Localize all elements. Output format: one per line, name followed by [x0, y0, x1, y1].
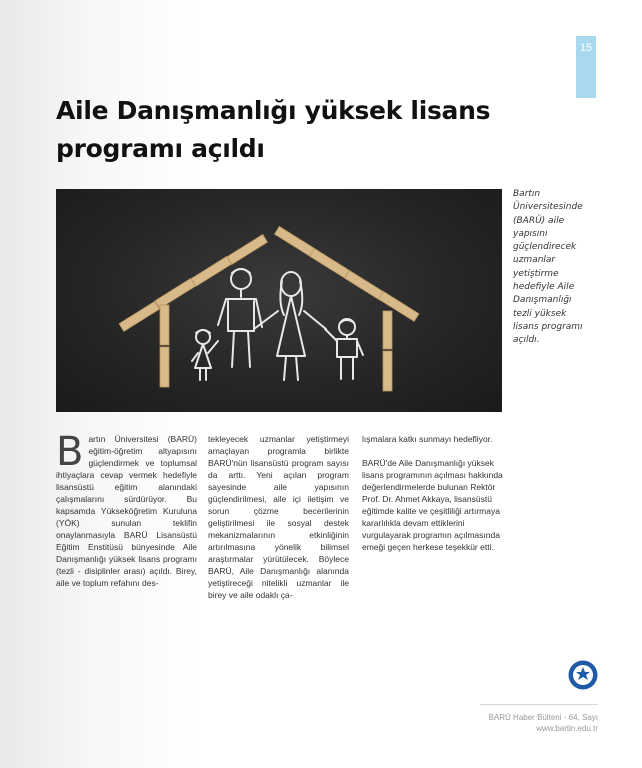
article-col3-para2: BARÜ'de Aile Danışmanlığı yüksek lisans programının açılması hakkında değerlendirmelerde bulunan Rektör Prof. Dr. Ahmet Akkaya, lisansüstü eğitimde kalite ve çeşitliliği artırmaya kararlılıkla devam ettiklerini vurgulayarak programın açılmasında emeği geçen herkese teşekkür etti.: [362, 458, 503, 552]
chalk-figures: [192, 269, 363, 380]
wooden-house-frame: [119, 226, 419, 391]
chalk-family-illustration: [56, 189, 502, 412]
footer-website[interactable]: www.bartin.edu.tr: [536, 724, 598, 733]
drop-cap: B: [56, 429, 84, 475]
family-chalk-photo: [56, 189, 502, 412]
page-number: 15: [576, 36, 596, 98]
footer-bulletin: BARÜ Haber Bülteni - 64. Sayı: [488, 713, 598, 722]
article-column-2: tekleyecek uzmanlar yetiştirmeyi amaçlayan programla birlikte BARÜ'nün lisansüstü program sayısı da arttı. Yeni açılan program sayesinde aile yapısının güçlendirilmesi, aile içi iletişim ve sorun çözme becerilerinin geliştirilmesi ile sosyal destek mekanizmalarının etkinliğinin artırılmasına yönelik bilimsel araştırmalar yürütülecek. Böylece BARÜ, Aile Danışmanlığı alanında yetiştireceği nitelikli uzmanlar ile birey ve aile odaklı ça-: [208, 434, 349, 600]
university-logo: [568, 660, 598, 690]
photo-caption: Bartın Üniversitesinde (BARÜ) aile yapısını güçlendirecek uzmanlar yetiştirme hedefiyle Aile Danışmanlığı tezli yüksek lisans programı açıldı.: [513, 189, 583, 346]
article-col1-text: artın Üniversitesi (BARÜ) eğitim-öğretim altyapısını güçlendirmek ve toplumsal ihtiyaçlara cevap vermek hedefiyle lisansüstü eğitim alanındaki çalışmalarını sürdürüyor. Bu kapsamda Yükseköğretim Kuruluna (YÖK) sunulan teklifin onaylanmasıyla BARÜ Lisansüstü Eğitim Enstitüsü bünyesinde Aile Danışmanlığı yüksek lisans programı (tezli - disiplinler arası) açıldı. Birey, aile ve toplum refahını des-: [56, 434, 197, 588]
article-title: Aile Danışmanlığı yüksek lisans programı açıldı: [56, 96, 491, 163]
article-col3-para1: lışmalara katkı sunmayı hedefliyor.: [362, 434, 493, 444]
article-column-1: [56, 429, 197, 589]
article-column-3: [362, 433, 503, 553]
footer-divider: [480, 704, 598, 705]
footer: [489, 712, 598, 734]
